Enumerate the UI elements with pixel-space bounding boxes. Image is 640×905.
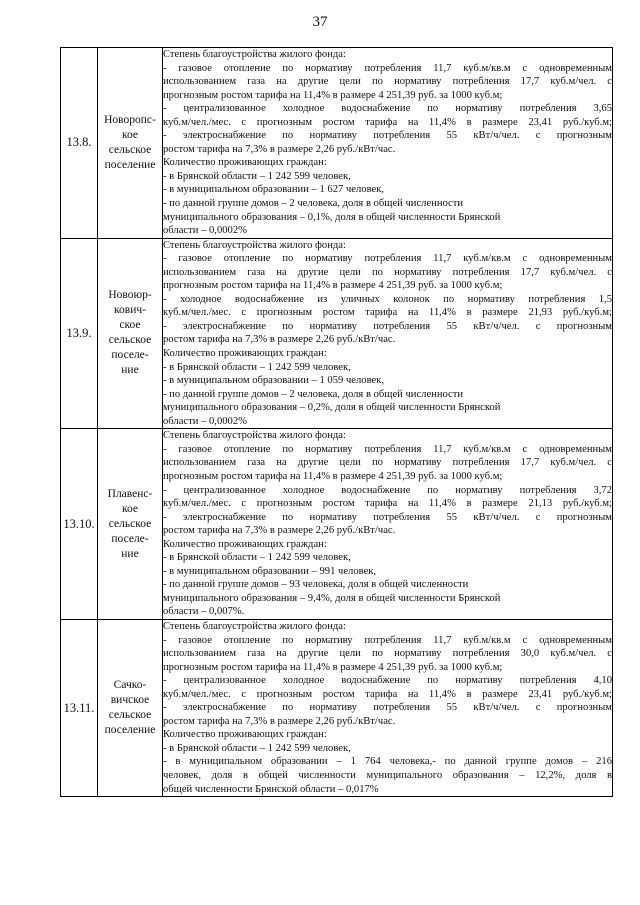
row-number: 13.10. — [61, 429, 98, 620]
description-line: - в Брянской области – 1 242 599 человек, — [163, 170, 351, 182]
description-line: общей численности Брянской области – 0,017% — [163, 783, 379, 795]
municipality-name-line: сельское — [108, 709, 152, 722]
description-line: - газовое отопление по нормативу потребления 11,7 куб.м/кв.м с одновременным — [163, 443, 612, 455]
description-line: - в Брянской области – 1 242 599 человек, — [163, 552, 351, 564]
table-row — [61, 429, 613, 620]
description-line: человек, доля в общей численности муниципального образования – 12,2%, доля в — [163, 769, 612, 781]
municipality-name-line: кович- — [114, 304, 146, 317]
description-line: ростом тарифа на 7,3% в размере 2,26 руб./кВт/час. — [163, 715, 396, 727]
description-line: использованием газа на другие цели по нормативу потребления 30,0 куб.м/чел. с — [163, 648, 612, 660]
description-cell — [163, 238, 613, 429]
description-line: - централизованное холодное водоснабжение по нормативу потребления 3,72 — [163, 484, 612, 496]
description-line: - электроснабжение по нормативу потребления 55 кВт/ч/чел. с прогнозным — [163, 130, 612, 142]
municipality-name-line: кое — [122, 502, 138, 515]
description-line: - электроснабжение по нормативу потребления 55 кВт/ч/чел. с прогнозным — [163, 320, 612, 332]
description-line: области – 0,0002% — [163, 225, 247, 237]
description-line: прогнозным ростом тарифа на 11,4% в размере 4 251,39 руб. за 1000 куб.м; — [163, 89, 503, 101]
description-line: Степень благоустройства жилого фонда: — [163, 49, 346, 60]
municipality-name-line: Новоюр- — [108, 289, 152, 302]
description-cell — [163, 48, 613, 239]
municipality-name-line: поселе- — [111, 532, 149, 545]
description-line: ростом тарифа на 7,3% в размере 2,26 руб./кВт/час. — [163, 143, 396, 155]
description-line: прогнозным ростом тарифа на 11,4% в размере 4 251,39 руб. за 1000 куб.м; — [163, 470, 503, 482]
municipality-name-line: сельское — [108, 334, 152, 347]
municipality-name-line: ние — [121, 547, 139, 560]
table-row — [61, 48, 613, 239]
description-line: области – 0,007%. — [163, 606, 245, 618]
description-line: - электроснабжение по нормативу потребления 55 кВт/ч/чел. с прогнозным — [163, 511, 612, 523]
description-line: - в муниципальном образовании – 991 человек, — [163, 565, 377, 577]
description-line: Степень благоустройства жилого фонда: — [163, 430, 346, 442]
description-line: куб.м/чел./мес. с прогнозным ростом тарифа на 11,4% в размере 23,41 руб./куб.м; — [163, 116, 612, 128]
municipality-name-line: Сачко- — [113, 679, 147, 692]
page-number: 37 — [312, 14, 328, 30]
description-line: муниципального образования – 0,1%, доля в общей численности Брянской — [163, 211, 501, 223]
description-line: использованием газа на другие цели по нормативу потребления 17,7 куб.м/чел. с — [163, 76, 612, 88]
description-line: - в муниципальном образовании – 1 764 человека,- по данной группе домов – 216 — [163, 756, 612, 768]
description-line: использованием газа на другие цели по нормативу потребления 17,7 куб.м/чел. с — [163, 266, 612, 278]
description-line: куб.м/чел./мес. с прогнозным ростом тарифа на 11,4% в размере 21,93 руб./куб.м; — [163, 307, 612, 319]
description-cell — [163, 619, 613, 796]
description-line: области – 0,0002% — [163, 415, 247, 427]
municipality-name-line: Новоропс- — [104, 113, 156, 126]
description-line: - газовое отопление по нормативу потребления 11,7 куб.м/кв.м с одновременным — [163, 253, 612, 265]
municipality-name-line: ское — [119, 319, 141, 332]
description-line: куб.м/чел./мес. с прогнозным ростом тарифа на 11,4% в размере 23,41 руб./куб.м; — [163, 688, 612, 700]
municipality-name-line: сельское — [108, 143, 152, 156]
description-line: - по данной группе домов – 2 человека, доля в общей численности — [163, 198, 464, 210]
table-row — [61, 619, 613, 796]
description-line: муниципального образования – 9,4%, доля в общей численности Брянской — [163, 592, 501, 604]
table-row — [61, 238, 613, 429]
description-line: - в муниципальном образовании – 1 627 человек, — [163, 184, 385, 196]
description-line: муниципального образования – 0,2%, доля в общей численности Брянской — [163, 402, 501, 414]
description-line: - по данной группе домов – 93 человека, доля в общей численности — [163, 579, 469, 591]
description-line: ростом тарифа на 7,3% в размере 2,26 руб./кВт/час. — [163, 525, 396, 537]
description-line: - газовое отопление по нормативу потребления 11,7 куб.м/кв.м с одновременным — [163, 62, 612, 74]
municipality-name-line: поселение — [104, 158, 156, 171]
municipality-cell — [98, 48, 163, 239]
row-number: 13.9. — [61, 238, 98, 429]
description-line: - в муниципальном образовании – 1 059 человек, — [163, 375, 385, 387]
municipality-cell — [98, 619, 163, 796]
municipality-name-line: сельское — [108, 517, 152, 530]
municipality-name-line: вичское — [110, 694, 150, 707]
description-line: Количество проживающих граждан: — [163, 729, 327, 741]
description-line: - централизованное холодное водоснабжение по нормативу потребления 4,10 — [163, 675, 612, 687]
description-line: Количество проживающих граждан: — [163, 348, 327, 360]
description-line: - по данной группе домов – 2 человека, доля в общей численности — [163, 388, 464, 400]
municipality-name-line: Плавенс- — [107, 487, 153, 500]
description-line: Степень благоустройства жилого фонда: — [163, 620, 346, 632]
description-line: - холодное водоснабжение из уличных колонок по нормативу потребления 1,5 — [163, 293, 612, 305]
description-line: использованием газа на другие цели по нормативу потребления 17,7 куб.м/чел. с — [163, 457, 612, 469]
municipality-name-line: поселе- — [111, 349, 149, 362]
description-line: куб.м/чел./мес. с прогнозным ростом тарифа на 11,4% в размере 21,13 руб./куб.м; — [163, 498, 612, 510]
municipality-cell — [98, 238, 163, 429]
description-line: - электроснабжение по нормативу потребления 55 кВт/ч/чел. с прогнозным — [163, 702, 612, 714]
description-line: прогнозным ростом тарифа на 11,4% в размере 4 251,39 руб. за 1000 куб.м; — [163, 661, 503, 673]
description-line: Количество проживающих граждан: — [163, 538, 327, 550]
municipality-cell — [98, 429, 163, 620]
description-line: Степень благоустройства жилого фонда: — [163, 239, 346, 251]
municipality-name-line: поселение — [104, 724, 156, 737]
row-number: 13.11. — [61, 619, 98, 796]
description-line: - централизованное холодное водоснабжение по нормативу потребления 3,65 — [163, 103, 612, 115]
description-cell — [163, 429, 613, 620]
description-line: прогнозным ростом тарифа на 11,4% в размере 4 251,39 руб. за 1000 куб.м; — [163, 280, 503, 292]
description-line: - в Брянской области – 1 242 599 человек, — [163, 361, 351, 373]
description-line: ростом тарифа на 7,3% в размере 2,26 руб./кВт/час. — [163, 334, 396, 346]
description-line: Количество проживающих граждан: — [163, 157, 327, 169]
municipality-name-line: кое — [122, 128, 138, 141]
description-line: - в Брянской области – 1 242 599 человек, — [163, 742, 351, 754]
description-line: - газовое отопление по нормативу потребления 11,7 куб.м/кв.м с одновременным — [163, 634, 612, 646]
row-number: 13.8. — [61, 48, 98, 239]
tariff-table — [60, 47, 613, 797]
table-body — [61, 48, 613, 797]
municipality-name-line: ние — [121, 364, 139, 377]
